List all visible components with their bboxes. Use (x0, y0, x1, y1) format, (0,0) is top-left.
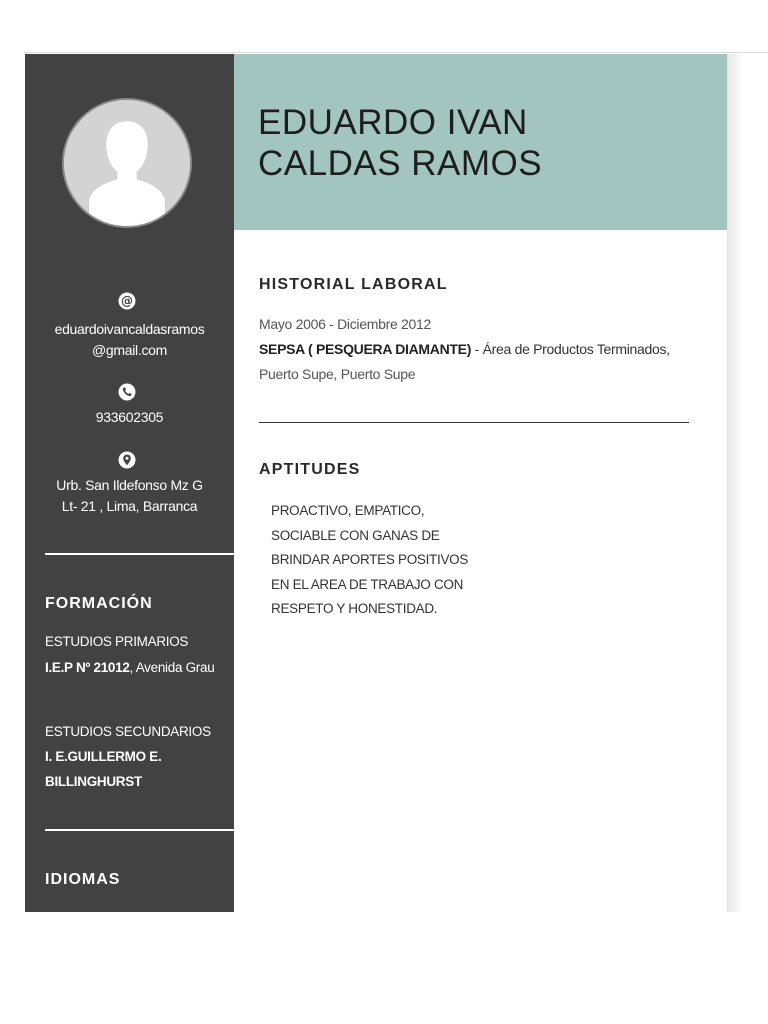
phone-icon (118, 383, 136, 401)
email-line-1: eduardoivancaldasramos (54, 321, 205, 337)
page-shadow (727, 54, 741, 912)
formacion-heading: FORMACIÓN (45, 595, 153, 612)
candidate-name (258, 102, 542, 184)
education-detail (45, 655, 225, 680)
education-label: ESTUDIOS PRIMARIOS (45, 634, 189, 649)
school-name: I.E.P Nº 21012 (45, 660, 130, 675)
avatar (62, 98, 192, 228)
aptitudes-heading: APTITUDES (259, 461, 361, 478)
education-label: ESTUDIOS SECUNDARIOS (45, 724, 211, 739)
education-detail (45, 744, 175, 794)
job-company: SEPSA ( PESQUERA DIAMANTE) (259, 341, 472, 357)
job-dates: Mayo 2006 - Diciembre 2012 (259, 316, 431, 332)
school-address: , Avenida Grau (129, 660, 215, 675)
phone-number: 933602305 (95, 409, 164, 425)
idiomas-heading: IDIOMAS (45, 871, 121, 888)
job-entry (259, 312, 699, 387)
section-divider (259, 422, 689, 423)
aptitudes-text: PROACTIVO, EMPATICO, SOCIABLE CON GANAS DE BRINDAR APORTES POSITIVOS EN EL AREA DE TRABAJO CON RESPETO Y HONESTIDAD. (271, 503, 469, 616)
svg-text:@: @ (121, 294, 133, 308)
email-line-2: @gmail.com (91, 342, 167, 358)
sidebar-divider (45, 553, 234, 555)
name-line-2: CALDAS RAMOS (258, 144, 543, 183)
name-header (234, 54, 727, 230)
name-line-1: EDUARDO IVAN (258, 103, 528, 142)
job-role: - Área de Productos Terminados, (471, 341, 670, 357)
address-line-2: Lt- 21 , Lima, Barranca (61, 498, 198, 514)
page-top-border (25, 52, 768, 53)
address-line-1: Urb. San Ildefonso Mz G (56, 477, 203, 493)
job-company-line (259, 337, 699, 362)
location-pin-icon (118, 451, 136, 469)
person-silhouette-icon (64, 100, 190, 226)
historial-laboral-heading: HISTORIAL LABORAL (259, 276, 448, 293)
resume-page (25, 54, 727, 912)
at-icon (118, 292, 136, 310)
job-location: Puerto Supe, Puerto Supe (259, 366, 416, 382)
school-name: I. E.GUILLERMO E. BILLINGHURST (45, 749, 162, 789)
sidebar-divider (45, 829, 234, 831)
sidebar (25, 54, 234, 912)
